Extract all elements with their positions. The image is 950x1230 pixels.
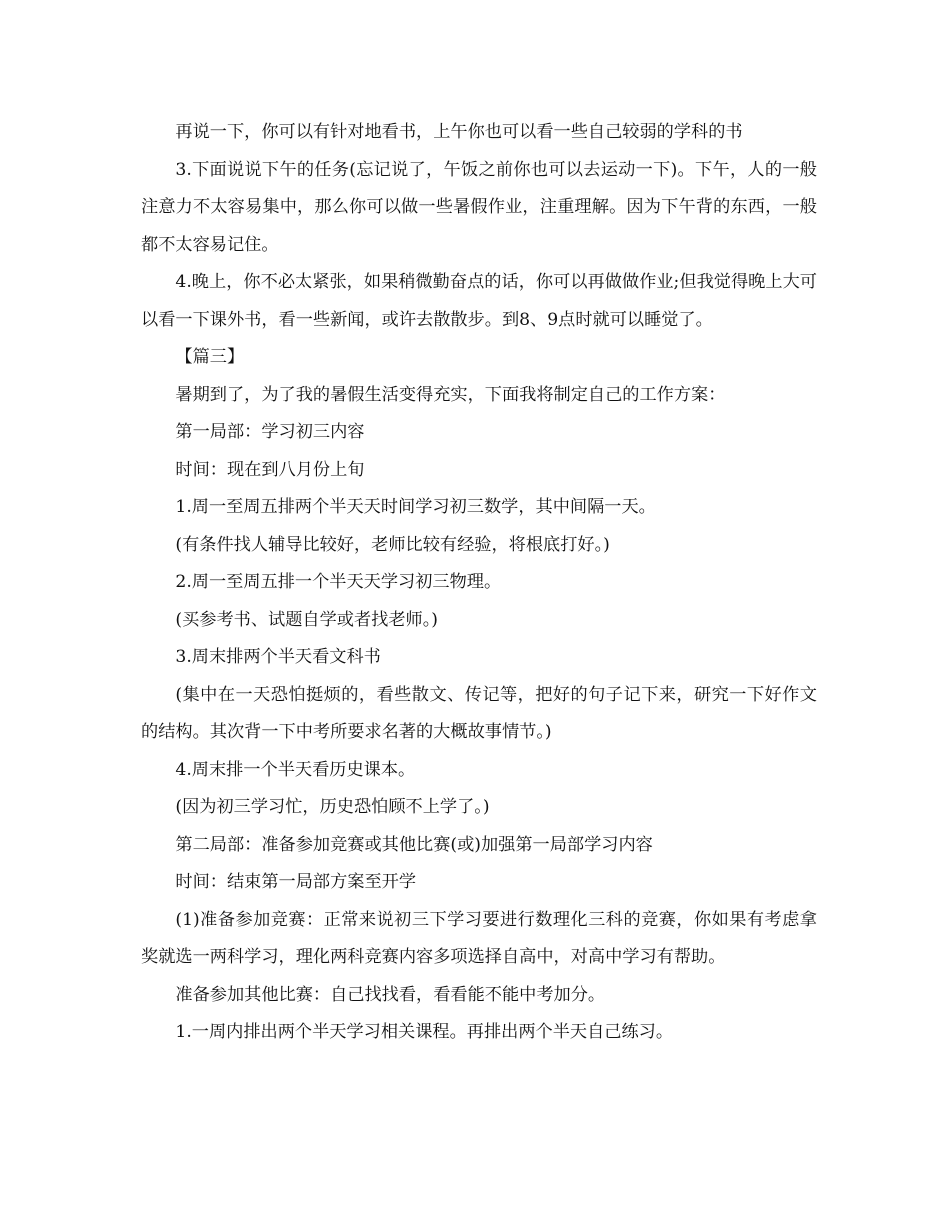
paragraph: 3.周末排两个半天看文科书 [175,647,381,667]
paragraph: 4.周末排一个半天看历史课本。 [175,759,416,780]
paragraph: 第二局部：准备参加竞赛或其他比赛(或)加强第一局部学习内容 [175,834,653,855]
paragraph: (有条件找人辅导比较好，老师比较有经验，将根底打好。) [175,534,610,555]
paragraph: (买参考书、试题自学或者找老师。) [175,609,439,630]
paragraph: (因为初三学习忙，历史恐怕顾不上学了。) [175,797,490,817]
paragraph: 准备参加其他比赛：自己找找看，看看能不能中考加分。 [175,984,606,1005]
paragraph: (集中在一天恐怕挺烦的，看些散文、传记等，把好的句子记下来，研究一下好作文的结构。其次背一下中考所要求名著的大概故事情节。) [141,684,817,742]
paragraph: 时间：现在到八月份上旬 [175,459,365,480]
document-body [141,114,817,1052]
section-heading: 【篇三】 [175,347,245,367]
paragraph: 时间：结束第一局部方案至开学 [175,872,417,892]
paragraph: 再说一下，你可以有针对地看书，上午你也可以看一些自己较弱的学科的书 [175,122,743,142]
paragraph: 4.晚上，你不必太紧张，如果稍微勤奋点的话，你可以再做做作业;但我觉得晚上大可以看一下课外书，看一些新闻，或许去散散步。到8、9点时就可以睡觉了。 [141,272,817,330]
paragraph: 1.周一至周五排两个半天天时间学习初三数学，其中间隔一天。 [175,497,656,517]
paragraph: 暑期到了，为了我的暑假生活变得充实，下面我将制定自己的工作方案： [175,384,726,405]
paragraph: 2.周一至周五排一个半天天学习初三物理。 [175,572,502,592]
paragraph: 3.下面说说下午的任务(忘记说了，午饭之前你也可以去运动一下)。下午，人的一般注意力不太容易集中，那么你可以做一些暑假作业，注重理解。因为下午背的东西，一般都不太容易记住。 [141,159,817,255]
paragraph: 1.一周内排出两个半天学习相关课程。再排出两个半天自己练习。 [175,1022,674,1042]
paragraph: (1)准备参加竞赛：正常来说初三下学习要进行数理化三科的竞赛，你如果有考虑拿奖就选一两科学习，理化两科竞赛内容多项选择自高中，对高中学习有帮助。 [141,909,817,967]
paragraph: 第一局部：学习初三内容 [175,422,365,442]
